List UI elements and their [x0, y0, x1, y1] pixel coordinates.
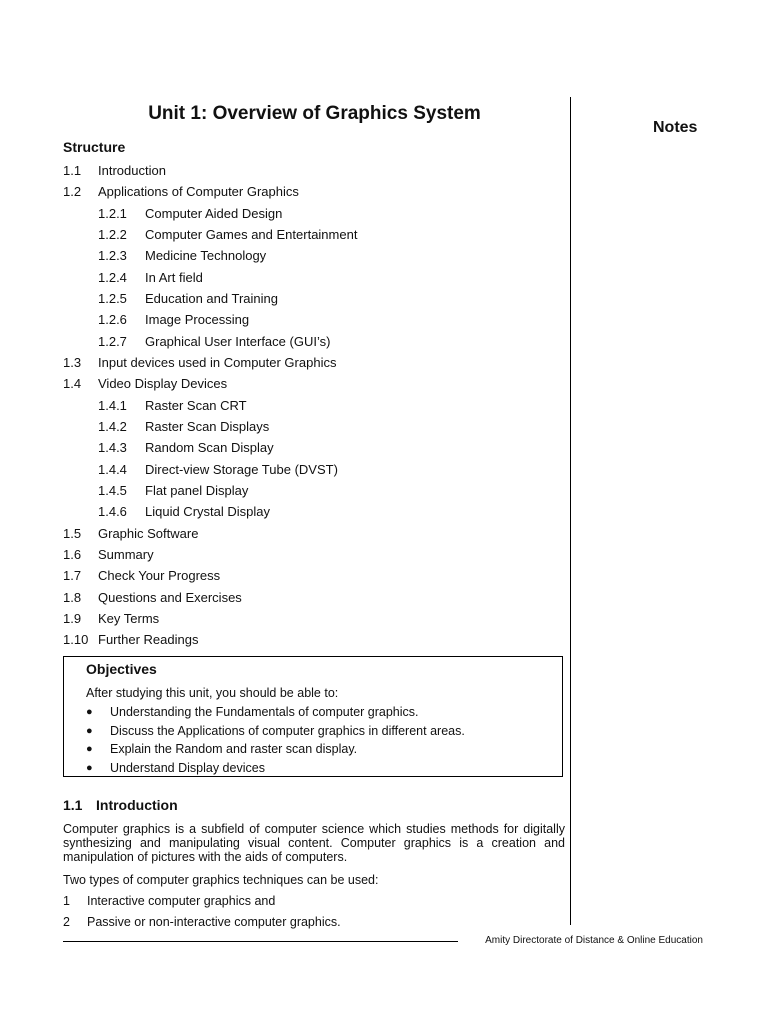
- toc-item-number: 1.4.6: [98, 504, 127, 520]
- toc-item-title: Further Readings: [98, 632, 199, 648]
- objective-text: Explain the Random and raster scan display.: [110, 742, 358, 756]
- toc-item-number: 1.8: [63, 589, 82, 605]
- toc-item-title: Applications of Computer Graphics: [98, 184, 299, 200]
- toc-item-number: 1.3: [63, 354, 82, 370]
- toc-item: [63, 203, 563, 224]
- toc-item: [63, 501, 563, 522]
- toc-item-title: Raster Scan Displays: [145, 418, 270, 434]
- toc-item: [63, 608, 563, 629]
- toc-item-title: Image Processing: [145, 312, 250, 328]
- structure-heading: Structure: [63, 139, 126, 155]
- toc-item-number: 1.1: [63, 163, 82, 178]
- toc-item: [63, 437, 563, 458]
- toc-item: [63, 565, 563, 586]
- toc-item-title: Flat panel Display: [145, 482, 249, 498]
- toc-item-title: Questions and Exercises: [98, 589, 242, 605]
- toc-item: [63, 224, 563, 245]
- bullet-icon: ●: [86, 706, 93, 718]
- toc-item: [63, 544, 563, 565]
- toc-item-title: Education and Training: [145, 290, 278, 306]
- toc-item: [63, 629, 563, 650]
- footer-rule: [63, 941, 458, 942]
- toc-item-number: 1.4.1: [98, 397, 127, 413]
- toc-item-number: 1.2: [63, 184, 82, 200]
- toc-item-title: Video Display Devices: [98, 376, 228, 392]
- toc-item: [63, 587, 563, 608]
- objectives-heading: Objectives: [86, 661, 157, 677]
- section-title: Introduction: [96, 797, 178, 813]
- toc-item-title: In Art field: [145, 269, 203, 285]
- toc-item-title: Computer Aided Design: [145, 205, 283, 221]
- margin-divider: [570, 97, 571, 925]
- bullet-icon: ●: [86, 743, 93, 755]
- toc-item-number: 1.2.6: [98, 312, 127, 328]
- objectives-box: [63, 656, 563, 777]
- toc-item-title: Direct-view Storage Tube (DVST): [145, 461, 338, 477]
- toc-item: [63, 267, 563, 288]
- toc-item-number: 1.2.5: [98, 290, 127, 306]
- toc-item: [63, 160, 563, 181]
- toc-item-title: Graphical User Interface (GUI’s): [145, 333, 331, 349]
- toc-item-title: Graphic Software: [98, 525, 199, 541]
- toc-item: [63, 288, 563, 309]
- techniques-paragraph: Two types of computer graphics techniques can be used:: [63, 873, 379, 887]
- toc-item-number: 1.2.1: [98, 205, 127, 221]
- toc-item: [63, 181, 563, 202]
- bullet-icon: ●: [86, 761, 93, 774]
- technique-number: 2: [63, 914, 70, 929]
- toc-item-number: 1.4.2: [98, 418, 127, 434]
- intro-paragraph: Computer graphics is a subfield of computer science which studies methods for digitally synthesizing and manipulating visual content. Computer graphics is a creation and manipulation of pictures with the aids of computers.: [63, 822, 565, 864]
- toc-item-number: 1.2.3: [98, 248, 127, 264]
- section-heading-introduction: [63, 797, 178, 813]
- toc-item-number: 1.4.5: [98, 482, 127, 498]
- toc-item-number: 1.2.7: [98, 333, 127, 349]
- objective-text: Understanding the Fundamentals of computer graphics.: [110, 705, 419, 719]
- toc-item-number: 1.6: [63, 546, 82, 562]
- toc-item: [63, 480, 563, 501]
- toc-item-title: Summary: [98, 546, 154, 562]
- toc-item-number: 1.2.2: [98, 226, 127, 242]
- toc-item-number: 1.10: [63, 632, 89, 648]
- toc-item: [63, 523, 563, 544]
- toc-item-title: Input devices used in Computer Graphics: [98, 354, 337, 370]
- toc-item-number: 1.5: [63, 525, 82, 541]
- toc-item-number: 1.4: [63, 376, 82, 392]
- toc-item: [63, 373, 563, 394]
- toc-item: [63, 309, 563, 330]
- toc-item-title: Liquid Crystal Display: [145, 504, 270, 520]
- objective-text: Understand Display devices: [110, 760, 265, 775]
- page-title: Unit 1: Overview of Graphics System: [148, 103, 481, 124]
- toc-item-title: Check Your Progress: [98, 568, 221, 584]
- toc-item: [63, 395, 563, 416]
- objectives-intro: After studying this unit, you should be able to:: [86, 686, 339, 700]
- toc-item-number: 1.7: [63, 568, 82, 584]
- toc-item-number: 1.4.4: [98, 461, 127, 477]
- toc-item-title: Introduction: [98, 163, 166, 178]
- technique-number: 1: [63, 894, 70, 908]
- toc-item-title: Random Scan Display: [145, 440, 274, 456]
- table-of-contents: [63, 160, 563, 651]
- toc-item-number: 1.9: [63, 610, 82, 626]
- footer-text: Amity Directorate of Distance & Online Education: [485, 935, 703, 946]
- toc-item-number: 1.4.3: [98, 440, 127, 456]
- toc-item-title: Raster Scan CRT: [145, 397, 247, 413]
- toc-item-title: Key Terms: [98, 610, 160, 626]
- technique-text: Passive or non-interactive computer graphics.: [87, 914, 341, 929]
- toc-item: [63, 352, 563, 373]
- toc-item-title: Computer Games and Entertainment: [145, 226, 358, 242]
- notes-label: Notes: [653, 119, 698, 136]
- toc-item: [63, 245, 563, 266]
- toc-item-title: Medicine Technology: [145, 248, 267, 264]
- toc-item-number: 1.2.4: [98, 269, 127, 285]
- objective-text: Discuss the Applications of computer graphics in different areas.: [110, 723, 465, 738]
- toc-item: [63, 331, 563, 352]
- toc-item: [63, 459, 563, 480]
- section-number: 1.1: [63, 797, 83, 813]
- bullet-icon: ●: [86, 724, 93, 737]
- toc-item: [63, 416, 563, 437]
- technique-text: Interactive computer graphics and: [87, 894, 276, 908]
